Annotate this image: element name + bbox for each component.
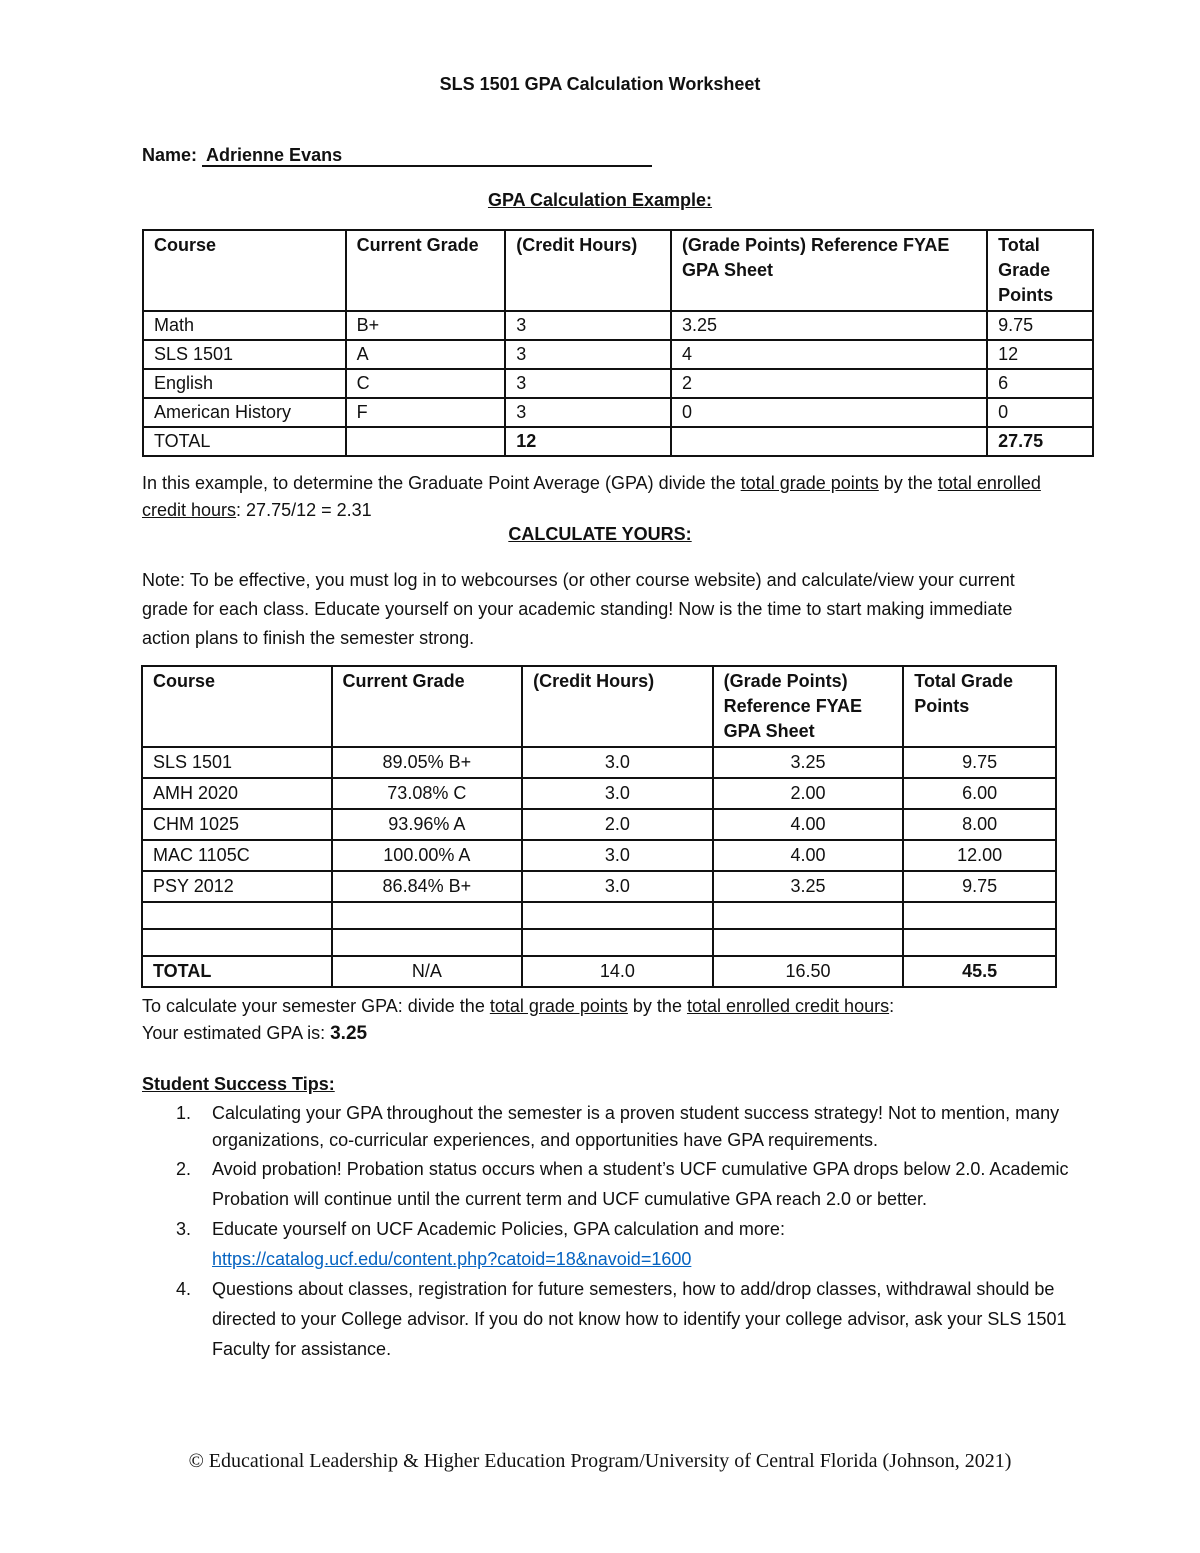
table-cell[interactable]: 9.75 bbox=[903, 747, 1056, 778]
table-cell: C bbox=[346, 369, 506, 398]
table-row bbox=[143, 340, 1093, 369]
table-row bbox=[142, 778, 1056, 809]
instructions bbox=[142, 993, 1062, 1047]
header-cell: Current Grade bbox=[346, 230, 506, 311]
table-cell: 4 bbox=[671, 340, 987, 369]
tip-text: Questions about classes, registration for future semesters, how to add/drop classes, withdrawal should be directed to your College advisor. If you do not know how to identify your college advisor, ask your SLS 1501 Faculty for assistance. bbox=[212, 1279, 1067, 1359]
table-cell: 0 bbox=[987, 398, 1093, 427]
table-cell[interactable]: 2.00 bbox=[713, 778, 904, 809]
instructions-line bbox=[142, 993, 1062, 1020]
table-cell[interactable] bbox=[332, 902, 523, 929]
text-span: In this example, to determine the Graduate Point Average (GPA) divide the bbox=[142, 473, 741, 493]
text-span: : 27.75/12 = 2.31 bbox=[236, 500, 372, 520]
table-cell[interactable]: 73.08% C bbox=[332, 778, 523, 809]
tip-text: Calculating your GPA throughout the semester is a proven student success strategy! Not to mention, many organizations, co-curricular experiences, and opportunities have GPA requirements. bbox=[212, 1103, 1060, 1150]
note-paragraph: Note: To be effective, you must log in to webcourses (or other course website) and calculate/view your current grade for each class. Educate yourself on your academic standing! Now is the time to start making immediate action plans to finish the semester strong. bbox=[142, 570, 1015, 648]
text-span: by the bbox=[878, 473, 938, 493]
total-grade-points: 27.75 bbox=[987, 427, 1093, 456]
example-explanation bbox=[142, 470, 1062, 524]
text-span: by the bbox=[627, 996, 687, 1016]
calculate-heading: CALCULATE YOURS: bbox=[508, 524, 692, 544]
list-item bbox=[176, 1154, 1112, 1214]
table-cell[interactable]: 3.25 bbox=[713, 747, 904, 778]
example-table bbox=[142, 229, 1094, 457]
example-header-row bbox=[143, 230, 1093, 311]
underlined-term: total enrolled credit hours bbox=[142, 473, 1041, 520]
table-cell[interactable]: 3.0 bbox=[522, 747, 713, 778]
empty-row bbox=[142, 929, 1056, 956]
table-cell: 3 bbox=[505, 340, 671, 369]
table-cell[interactable]: N/A bbox=[332, 956, 523, 987]
table-row bbox=[142, 809, 1056, 840]
table-cell: 3 bbox=[505, 311, 671, 340]
total-grade-points-ref[interactable]: 16.50 bbox=[713, 956, 904, 987]
table-cell[interactable]: 86.84% B+ bbox=[332, 871, 523, 902]
table-cell[interactable] bbox=[142, 929, 332, 956]
underlined-term: total enrolled credit hours bbox=[686, 996, 890, 1016]
table-cell[interactable] bbox=[713, 929, 904, 956]
list-number: 1. bbox=[176, 1103, 192, 1123]
yours-table bbox=[141, 665, 1057, 988]
table-cell: 12 bbox=[987, 340, 1093, 369]
header-cell: Course bbox=[142, 666, 332, 747]
table-cell bbox=[671, 427, 987, 456]
list-item bbox=[176, 1214, 1112, 1274]
empty-row bbox=[142, 902, 1056, 929]
total-label: TOTAL bbox=[142, 956, 332, 987]
table-cell[interactable] bbox=[522, 902, 713, 929]
total-credit-hours: 12 bbox=[505, 427, 671, 456]
list-item bbox=[176, 1100, 1112, 1154]
yours-header-row bbox=[142, 666, 1056, 747]
list-number: 4. bbox=[176, 1279, 192, 1299]
total-grade-points[interactable]: 45.5 bbox=[903, 956, 1056, 987]
text-span: : bbox=[889, 996, 895, 1016]
table-cell: 3.25 bbox=[671, 311, 987, 340]
total-credit-hours[interactable]: 14.0 bbox=[522, 956, 713, 987]
header-cell: (Credit Hours) bbox=[522, 666, 713, 747]
table-cell: 6 bbox=[987, 369, 1093, 398]
catalog-link[interactable]: https://catalog.ucf.edu/content.php?catoid=18&navoid=1600 bbox=[212, 1249, 692, 1269]
table-cell: 2 bbox=[671, 369, 987, 398]
tips-list bbox=[142, 1100, 1112, 1364]
header-cell: Current Grade bbox=[332, 666, 523, 747]
example-heading: GPA Calculation Example: bbox=[487, 190, 713, 210]
table-cell[interactable]: AMH 2020 bbox=[142, 778, 332, 809]
table-cell[interactable]: 89.05% B+ bbox=[332, 747, 523, 778]
table-cell[interactable]: MAC 1105C bbox=[142, 840, 332, 871]
list-number: 3. bbox=[176, 1219, 192, 1239]
total-label: TOTAL bbox=[143, 427, 346, 456]
table-cell[interactable]: SLS 1501 bbox=[142, 747, 332, 778]
tip-text: Educate yourself on UCF Academic Policies, GPA calculation and more: bbox=[212, 1219, 785, 1239]
tip-text: Avoid probation! Probation status occurs when a student’s UCF cumulative GPA drops below 2.0. Academic Probation will continue until the current term and UCF cumulative GPA reach 2.0 or better. bbox=[212, 1159, 1069, 1209]
table-cell[interactable] bbox=[522, 929, 713, 956]
table-cell[interactable] bbox=[903, 902, 1056, 929]
text-span: To calculate your semester GPA: divide the bbox=[142, 996, 490, 1016]
table-cell[interactable] bbox=[332, 929, 523, 956]
underlined-term: total grade points bbox=[489, 996, 628, 1016]
table-cell[interactable]: 100.00% A bbox=[332, 840, 523, 871]
table-cell: F bbox=[346, 398, 506, 427]
table-cell: English bbox=[143, 369, 346, 398]
table-cell[interactable]: 3.25 bbox=[713, 871, 904, 902]
tips-heading: Student Success Tips: bbox=[142, 1074, 335, 1094]
table-cell[interactable] bbox=[142, 902, 332, 929]
footer-copyright: © Educational Leadership & Higher Education Program/University of Central Florida (Johnson, 2021) bbox=[188, 1450, 1012, 1472]
table-cell[interactable]: 3.0 bbox=[522, 778, 713, 809]
table-row bbox=[142, 840, 1056, 871]
table-cell: Math bbox=[143, 311, 346, 340]
total-row bbox=[143, 427, 1093, 456]
list-number: 2. bbox=[176, 1159, 192, 1179]
table-cell[interactable]: 93.96% A bbox=[332, 809, 523, 840]
estimated-gpa: 3.25 bbox=[330, 1023, 368, 1044]
table-cell[interactable]: 4.00 bbox=[713, 809, 904, 840]
header-cell: (Credit Hours) bbox=[505, 230, 671, 311]
underlined-term: total grade points bbox=[740, 473, 879, 493]
table-cell: SLS 1501 bbox=[143, 340, 346, 369]
table-cell[interactable]: 8.00 bbox=[903, 809, 1056, 840]
header-cell: (Grade Points) Reference FYAE GPA Sheet bbox=[713, 666, 904, 747]
table-cell: 0 bbox=[671, 398, 987, 427]
table-cell: A bbox=[346, 340, 506, 369]
table-cell[interactable]: 6.00 bbox=[903, 778, 1056, 809]
table-cell: 3 bbox=[505, 398, 671, 427]
estimate-line bbox=[142, 1020, 1062, 1047]
table-cell[interactable]: CHM 1025 bbox=[142, 809, 332, 840]
table-cell[interactable]: 3.0 bbox=[522, 840, 713, 871]
table-cell[interactable]: 9.75 bbox=[903, 871, 1056, 902]
table-cell[interactable]: 12.00 bbox=[903, 840, 1056, 871]
table-row bbox=[142, 871, 1056, 902]
table-row bbox=[143, 398, 1093, 427]
name-row bbox=[142, 145, 652, 167]
page-title: SLS 1501 GPA Calculation Worksheet bbox=[439, 74, 761, 94]
table-row bbox=[143, 369, 1093, 398]
header-cell: Total Grade Points bbox=[987, 230, 1093, 311]
header-cell: (Grade Points) Reference FYAE GPA Sheet bbox=[671, 230, 987, 311]
table-cell bbox=[346, 427, 506, 456]
table-cell[interactable] bbox=[903, 929, 1056, 956]
name-label: Name: bbox=[142, 145, 198, 165]
table-row bbox=[143, 311, 1093, 340]
name-field[interactable]: Adrienne Evans bbox=[202, 145, 652, 167]
table-row bbox=[142, 747, 1056, 778]
list-item bbox=[176, 1274, 1112, 1364]
table-cell[interactable]: 2.0 bbox=[522, 809, 713, 840]
estimate-label: Your estimated GPA is: bbox=[142, 1023, 331, 1043]
total-row bbox=[142, 956, 1056, 987]
header-cell: Total Grade Points bbox=[903, 666, 1056, 747]
table-cell[interactable]: 4.00 bbox=[713, 840, 904, 871]
table-cell: 9.75 bbox=[987, 311, 1093, 340]
table-cell: B+ bbox=[346, 311, 506, 340]
table-cell: American History bbox=[143, 398, 346, 427]
table-cell[interactable]: 3.0 bbox=[522, 871, 713, 902]
table-cell: 3 bbox=[505, 369, 671, 398]
header-cell: Course bbox=[143, 230, 346, 311]
table-cell[interactable]: PSY 2012 bbox=[142, 871, 332, 902]
table-cell[interactable] bbox=[713, 902, 904, 929]
